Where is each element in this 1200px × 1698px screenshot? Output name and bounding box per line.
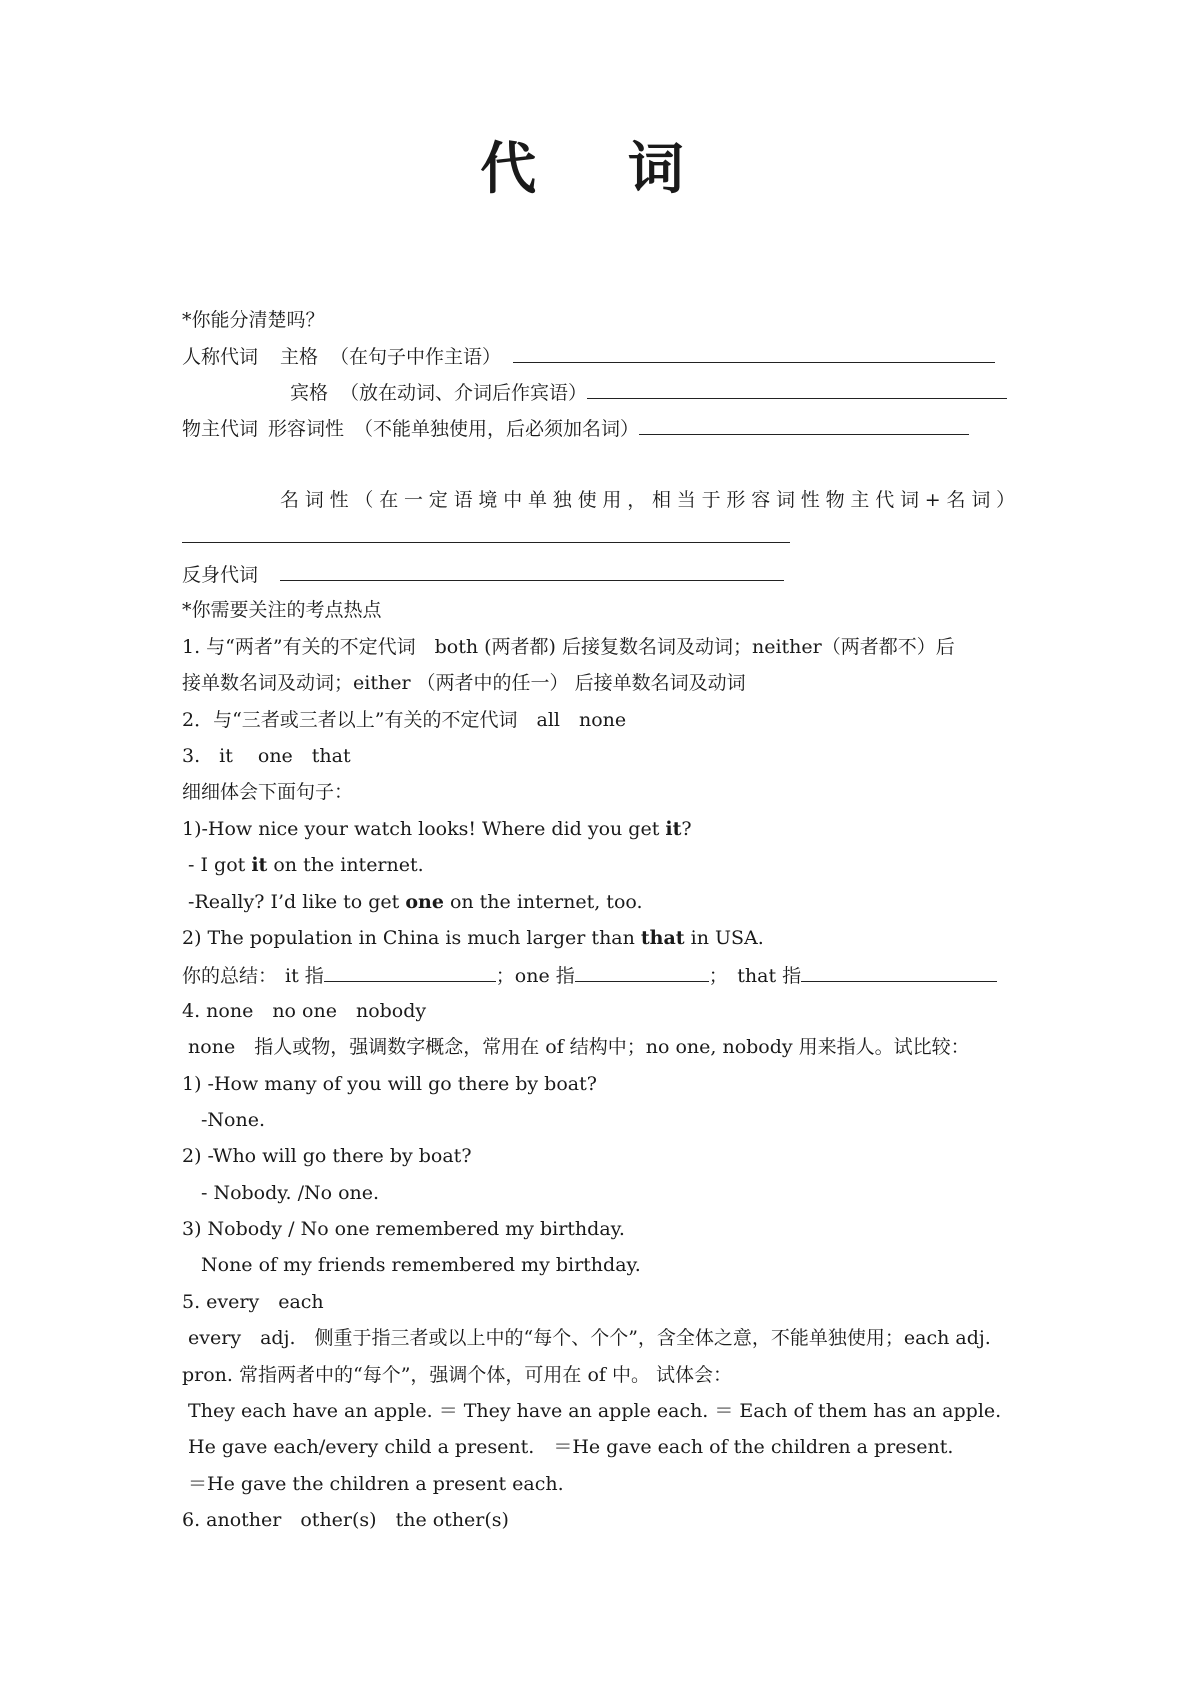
subject-label: 主格 (280, 346, 319, 368)
object-case-line (182, 378, 1027, 406)
adj-desc: （不能单独使用，后必须加名词） (354, 418, 640, 440)
point-1-line-1: 1. 与“两者”有关的不定代词 both (两者都) 后接复数名词及动词；neither（两者都不）后 (182, 636, 955, 658)
example-text: - I got (182, 854, 252, 876)
example-keyword: it (251, 854, 268, 876)
possessive-label: 物主代词 (182, 418, 259, 440)
reflexive-label: 反身代词 (182, 564, 259, 586)
example-line: - Nobody. /No one. (182, 1182, 380, 1204)
example-line: ＝He gave the children a present each. (182, 1473, 564, 1495)
summary-it-label: it 指 (285, 965, 324, 987)
point-2: 2．与“三者或三者以上”有关的不定代词 all none (182, 709, 627, 731)
summary-that-label: ； that 指 (708, 965, 802, 987)
reflexive-line (182, 560, 1027, 588)
answer-blank[interactable] (513, 342, 995, 363)
example-line: 2) -Who will go there by boat? (182, 1145, 472, 1167)
example-text: on the internet. (267, 854, 424, 876)
example-line: -None. (182, 1109, 266, 1131)
example-line: 1) -How many of you will go there by boat? (182, 1073, 597, 1095)
noun-blank-line (182, 522, 1027, 550)
example-text: on the internet, too. (443, 891, 643, 913)
answer-blank[interactable] (280, 560, 784, 581)
summary-label: 你的总结： (182, 965, 278, 987)
personal-label: 人称代词 (182, 346, 259, 368)
example-line (182, 925, 1027, 951)
page-title: 代 词 (480, 137, 720, 202)
point-4-desc: none 指人或物，强调数字概念，常用在 of 结构中；no one, nobody 用来指人。试比较： (182, 1036, 970, 1058)
personal-pronoun-subject-line (182, 342, 1027, 370)
object-desc: （放在动词、介词后作宾语） (340, 382, 588, 404)
example-text: 2) The population in China is much larger than (182, 927, 641, 949)
example-line (182, 889, 1027, 915)
section-heading: *你能分清楚吗？ (182, 309, 325, 331)
possessive-adj-line (182, 414, 1027, 442)
example-line: 3) Nobody / No one remembered my birthday. (182, 1218, 625, 1240)
point-3-intro: 细细体会下面句子： (182, 781, 354, 803)
subject-desc: （在句子中作主语） (330, 346, 502, 368)
example-text: in USA. (684, 927, 764, 949)
point-6: 6. another other(s) the other(s) (182, 1509, 509, 1531)
example-line: None of my friends remembered my birthday. (182, 1254, 641, 1276)
answer-blank[interactable] (182, 522, 790, 543)
example-text: -Really? I’d like to get (182, 891, 406, 913)
example-line (182, 816, 1027, 842)
object-label: 宾格 (290, 382, 329, 404)
example-text: ? (681, 818, 692, 840)
example-line: They each have an apple. ＝ They have an apple each. ＝ Each of them has an apple. (182, 1400, 1002, 1422)
noun-possessive-line: 名词性（在一定语境中单独使用，相当于形容词性物主代词+名词） (280, 489, 1021, 511)
example-keyword: one (405, 891, 444, 913)
summary-line (182, 961, 1027, 989)
answer-blank[interactable] (324, 961, 496, 982)
example-text: 1)-How nice your watch looks! Where did you get (182, 818, 666, 840)
point-5-desc-1: every adj. 侧重于指三者或以上中的“每个、个个”，含全体之意，不能单独使用；each adj. (182, 1327, 991, 1349)
summary-one-label: ；one 指 (495, 965, 575, 987)
example-line: He gave each/every child a present. ＝He gave each of the children a present. (182, 1436, 954, 1458)
point-3: 3. it one that (182, 745, 351, 767)
section-heading: *你需要关注的考点热点 (182, 599, 382, 621)
point-1-line-2: 接单数名词及动词；either （两者中的任一） 后接单数名词及动词 (182, 672, 746, 694)
point-4: 4. none no one nobody (182, 1000, 427, 1022)
answer-blank[interactable] (575, 961, 709, 982)
example-keyword: it (665, 818, 682, 840)
answer-blank[interactable] (639, 414, 969, 435)
example-line (182, 852, 1027, 878)
example-keyword: that (640, 927, 685, 949)
point-5: 5. every each (182, 1291, 324, 1313)
adj-label: 形容词性 (268, 418, 345, 440)
answer-blank[interactable] (587, 378, 1007, 399)
answer-blank[interactable] (801, 961, 997, 982)
point-5-desc-2: pron. 常指两者中的“每个”，强调个体，可用在 of 中。 试体会： (182, 1364, 733, 1386)
